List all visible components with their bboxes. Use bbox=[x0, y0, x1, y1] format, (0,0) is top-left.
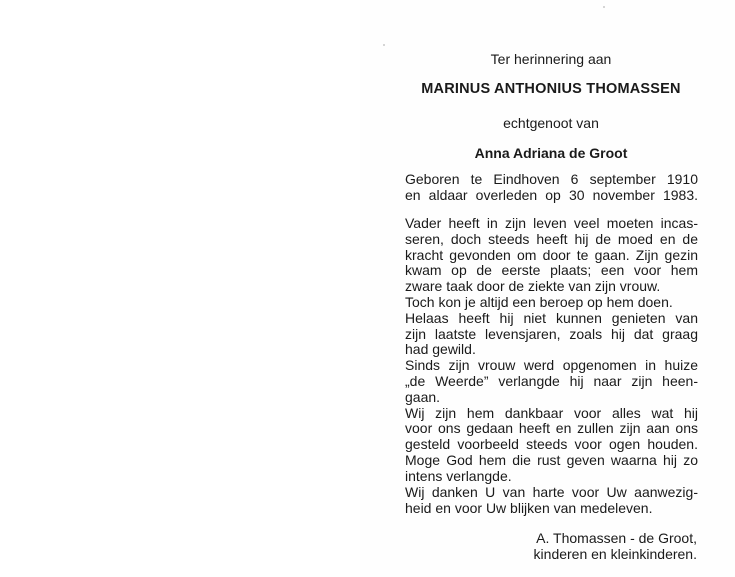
text-line: Wij danken U van harte voor Uw aanwezig- bbox=[405, 485, 698, 500]
text-line: zijn laatste levensjaren, zoals hij dat graag bbox=[405, 326, 698, 342]
intro-heading: Ter herinnering aan bbox=[490, 51, 612, 67]
spouse-name: Anna Adriana de Groot bbox=[474, 145, 628, 161]
text-line: gaan. bbox=[405, 389, 441, 405]
paper-speck bbox=[383, 44, 385, 46]
text-line: en aldaar overleden op 30 november 1983. bbox=[405, 187, 698, 203]
biography-paragraph bbox=[405, 216, 698, 485]
signature-line: A. Thomassen - de Groot, bbox=[536, 530, 697, 546]
text-line: Geboren te Eindhoven 6 september 1910 bbox=[405, 172, 698, 187]
deceased-name: MARINUS ANTHONIUS THOMASSEN bbox=[421, 81, 681, 97]
text-line: Vader heeft in zijn leven veel moeten incas- bbox=[405, 216, 698, 231]
text-line: kracht gevonden om door te gaan. Zijn gezin bbox=[405, 247, 698, 263]
birth-death-paragraph bbox=[405, 172, 698, 204]
text-line: intens verlangde. bbox=[405, 468, 512, 484]
blank-left-panel bbox=[0, 0, 360, 577]
thanks-paragraph bbox=[405, 485, 698, 517]
paper-speck bbox=[603, 6, 605, 8]
text-line: kwam op de eerste plaats; een voor hem bbox=[405, 263, 698, 279]
relation-heading: echtgenoot van bbox=[503, 115, 599, 131]
text-line: zware taak door de ziekte van zijn vrouw. bbox=[405, 279, 661, 295]
text-line: Moge God hem die rust geven waarna hij zo bbox=[405, 452, 698, 468]
text-line: Toch kon je altijd een beroep op hem doen. bbox=[405, 294, 673, 310]
text-line: voor ons gedaan heeft en zullen zijn aan ons bbox=[405, 421, 698, 437]
text-line: „de Weerde” verlangde hij naar zijn heen- bbox=[405, 373, 698, 389]
text-line: had gewild. bbox=[405, 342, 476, 358]
text-line: Wij zijn hem dankbaar voor alles wat hij bbox=[405, 405, 698, 421]
signature-block bbox=[500, 531, 697, 563]
text-line: heid en voor Uw blijken van medeleven. bbox=[405, 500, 653, 516]
text-line: Sinds zijn vrouw werd opgenomen in huize bbox=[405, 358, 698, 374]
text-line: seren, doch steeds heeft hij de moed en de bbox=[405, 231, 698, 247]
signature-line: kinderen en kleinkinderen. bbox=[533, 545, 697, 562]
text-line: Helaas heeft hij niet kunnen genieten van bbox=[405, 310, 698, 326]
text-line: gesteld voorbeeld steeds voor ogen houden. bbox=[405, 437, 698, 453]
